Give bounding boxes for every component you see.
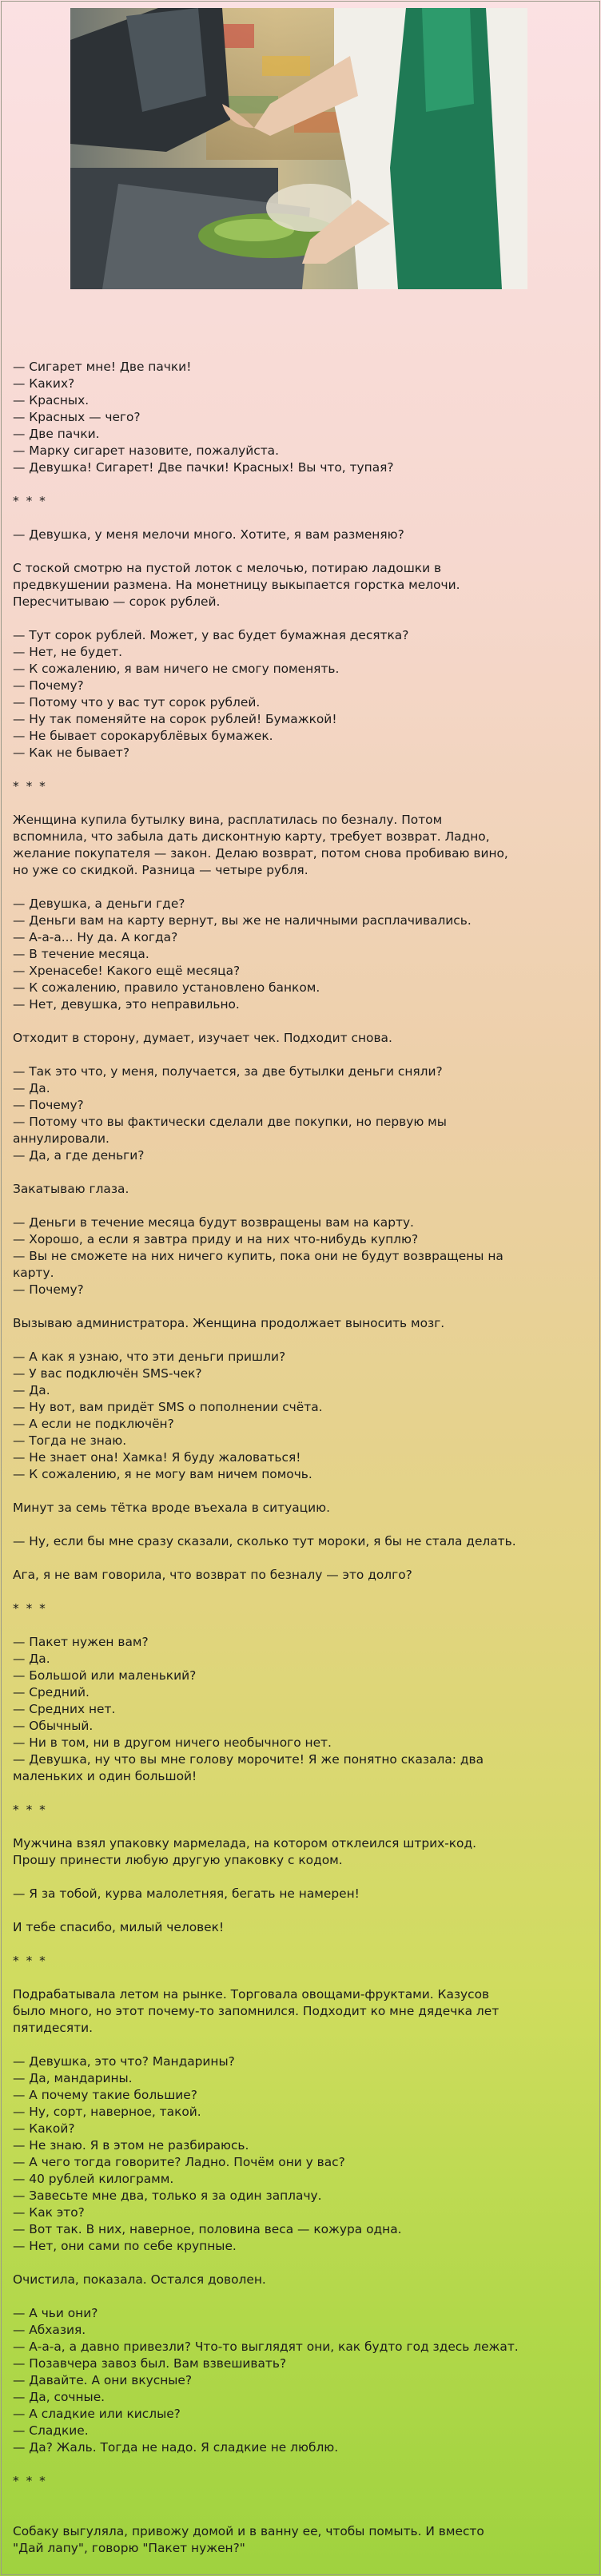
blank-line: [13, 1047, 582, 1063]
text-line: — Ну вот, вам придёт SMS о пополнении счёта.: [13, 1400, 323, 1414]
text-line: Собаку выгуляла, привожу домой и в ванну ее, чтобы помыть. И вместо: [13, 2524, 484, 2538]
blank-line: [13, 2490, 582, 2506]
text-line: — Да, сочные.: [13, 2390, 105, 2404]
blank-line: [13, 2456, 582, 2473]
blank-line: [13, 1785, 582, 1802]
text-line: Пересчитываю — сорок рублей.: [13, 594, 221, 609]
blank-line: [13, 879, 582, 896]
text-line: Подрабатывала летом на рынке. Торговала овощами-фруктами. Казусов: [13, 1987, 490, 2002]
text-line: — Сладкие.: [13, 2423, 89, 2438]
text-line: — Почему?: [13, 1282, 84, 1297]
text-line: — Две пачки.: [13, 427, 100, 441]
blank-line: [13, 1902, 582, 1919]
text-line: — Ну так поменяйте на сорок рублей! Бумажкой!: [13, 712, 337, 726]
text-line: — Да, мандарины.: [13, 2071, 133, 2085]
text-line: — Давайте. А они вкусные?: [13, 2373, 193, 2387]
blank-line: [13, 1970, 582, 1986]
section-separator: * * *: [13, 779, 47, 793]
text-line: — Хренасебе! Какого ещё месяца?: [13, 964, 241, 978]
blank-line: [13, 1164, 582, 1181]
text-line: — В течение месяца.: [13, 947, 149, 961]
blank-line: [13, 1517, 582, 1533]
text-line: — Почему?: [13, 1098, 84, 1112]
text-line: — Завесьте мне два, только я за один заплачу.: [13, 2188, 322, 2203]
text-line: — Да, а где деньги?: [13, 1148, 145, 1163]
text-line: — Средних нет.: [13, 1702, 116, 1716]
text-line: — Пакет нужен вам?: [13, 1635, 149, 1649]
text-line: — Да.: [13, 1081, 50, 1095]
text-line: Ага, я не вам говорила, что возврат по безналу — это долго?: [13, 1568, 412, 1582]
text-line: — Нет, они сами по себе крупные.: [13, 2239, 237, 2253]
blank-line: [13, 795, 582, 812]
text-line: — А чего тогда говорите? Ладно. Почём они у вас?: [13, 2155, 345, 2169]
section-separator: * * *: [13, 494, 47, 508]
text-line: — А почему такие большие?: [13, 2088, 197, 2102]
text-line: — Большой или маленький?: [13, 1668, 197, 1683]
text-line: было много, но этот почему-то запомнился. Подходит ко мне дядечка лет: [13, 2004, 500, 2018]
text-line: — Ну, если бы мне сразу сказали, сколько тут мороки, я бы не стала делать.: [13, 1534, 516, 1548]
blank-line: [13, 2037, 582, 2053]
text-line: — Девушка! Сигарет! Две пачки! Красных! Вы что, тупая?: [13, 460, 394, 475]
text-line: пятидесяти.: [13, 2021, 93, 2035]
text-line: — Девушка, у меня мелочи много. Хотите, я вам разменяю?: [13, 527, 404, 542]
text-line: — Не бывает сорокарублёвых бумажек.: [13, 729, 273, 743]
text-line: маленьких и один большой!: [13, 1769, 197, 1783]
section-separator: * * *: [13, 2474, 47, 2488]
blank-line: [13, 1298, 582, 1315]
text-line: — Потому что вы фактически сделали две покупки, но первую мы: [13, 1115, 447, 1129]
blank-line: [13, 476, 582, 493]
section-separator: * * *: [13, 1803, 47, 1817]
text-line: Мужчина взял упаковку мармелада, на котором отклеился штрих-код.: [13, 1836, 477, 1851]
blank-line: [13, 1013, 582, 1030]
text-line: — Нет, не будет.: [13, 645, 123, 659]
text-line: Минут за семь тётка вроде въехала в ситуацию.: [13, 1501, 330, 1515]
text-line: Женщина купила бутылку вина, расплатилась по безналу. Потом: [13, 813, 443, 827]
text-line: — Какой?: [13, 2121, 75, 2136]
text-line: И тебе спасибо, милый человек!: [13, 1920, 225, 1934]
text-line: — Красных.: [13, 393, 90, 407]
blank-line: [13, 2506, 582, 2523]
text-line: — Почему?: [13, 678, 84, 693]
text-line: — Как это?: [13, 2205, 85, 2220]
text-line: — А-а-а, а давно привезли? Что-то выглядят они, как будто год здесь лежат.: [13, 2339, 519, 2354]
section-separator: * * *: [13, 1954, 47, 1968]
text-line: — Нет, девушка, это неправильно.: [13, 997, 240, 1012]
blank-line: [13, 543, 582, 560]
section-separator: * * *: [13, 1601, 47, 1616]
text-line: аннулировали.: [13, 1131, 109, 1146]
text-line: — Потому что у вас тут сорок рублей.: [13, 695, 261, 710]
text-line: — К сожалению, я не могу вам ничем помочь.: [13, 1467, 312, 1481]
text-line: — Тут сорок рублей. Может, у вас будет бумажная десятка?: [13, 628, 409, 642]
text-line: — К сожалению, я вам ничего не смогу поменять.: [13, 662, 340, 676]
text-line: — Девушка, а деньги где?: [13, 896, 185, 911]
text-line: желание покупателя — закон. Делаю возврат, потом снова пробиваю вино,: [13, 846, 508, 861]
text-line: — Вы не сможете на них ничего купить, пока они не будут возвращены на: [13, 1249, 503, 1263]
text-line: — Деньги вам на карту вернут, вы же не наличными расплачивались.: [13, 913, 472, 928]
blank-line: [13, 1617, 582, 1634]
blank-line: [13, 1550, 582, 1567]
text-line: — Так это что, у меня, получается, за две бутылки деньги сняли?: [13, 1064, 443, 1079]
text-line: — А чьи они?: [13, 2306, 98, 2320]
text-line: — А сладкие или кислые?: [13, 2407, 181, 2421]
text-line: — Хорошо, а если я завтра приду и на них что-нибудь куплю?: [13, 1232, 419, 1246]
text-line: — Ни в том, ни в другом ничего необычного нет.: [13, 1735, 332, 1750]
text-line: — Как не бывает?: [13, 745, 130, 760]
text-line: — Абхазия.: [13, 2323, 86, 2337]
text-line: — Ну, сорт, наверное, такой.: [13, 2105, 201, 2119]
blank-line: [13, 1198, 582, 1214]
text-line: — Тогда не знаю.: [13, 1433, 127, 1448]
text-line: предвкушении размена. На монетницу выкыпается горстка мелочи.: [13, 578, 460, 592]
blank-line: [13, 610, 582, 627]
blank-line: [13, 761, 582, 778]
text-line: — Марку сигарет назовите, пожалуйста.: [13, 443, 279, 458]
text-line: — Девушка, ну что вы мне голову морочите! Я же понятно сказала: два: [13, 1752, 484, 1767]
text-line: — Не знает она! Хамка! Я буду жаловаться!: [13, 1450, 301, 1465]
text-line: Очистила, показала. Остался доволен.: [13, 2272, 266, 2287]
text-line: — Не знаю. Я в этом не разбираюсь.: [13, 2138, 249, 2153]
text-line: Отходит в сторону, думает, изучает чек. Подходит снова.: [13, 1031, 392, 1045]
text-line: "Дай лапу", говорю "Пакет нужен?": [13, 2541, 245, 2555]
text-line: — Позавчера завоз был. Вам взвешивать?: [13, 2356, 287, 2371]
blank-line: [13, 1332, 582, 1349]
text-line: — Деньги в течение месяца будут возвращены вам на карту.: [13, 1215, 414, 1230]
text-line: — У вас подключён SMS-чек?: [13, 1366, 202, 1381]
text-line: — Девушка, это что? Мандарины?: [13, 2054, 235, 2069]
blank-line: [13, 1936, 582, 1953]
text-line: Вызываю администратора. Женщина продолжает выносить мозг.: [13, 1316, 445, 1330]
text-line: — А-а-а... Ну да. А когда?: [13, 930, 178, 944]
text-line: — А как я узнаю, что эти деньги пришли?: [13, 1350, 286, 1364]
text-line: — Да.: [13, 1652, 50, 1666]
text-line: С тоской смотрю на пустой лоток с мелочью, потираю ладошки в: [13, 561, 442, 575]
text-line: — Средний.: [13, 1685, 90, 1699]
text-line: — Я за тобой, курва малолетняя, бегать не намерен!: [13, 1886, 360, 1901]
text-line: — Вот так. В них, наверное, половина веса — кожура одна.: [13, 2222, 402, 2236]
text-line: — 40 рублей килограмм.: [13, 2172, 174, 2186]
text-line: карту.: [13, 1266, 54, 1280]
text-line: — А если не подключён?: [13, 1417, 174, 1431]
cashier-checkout-photo: [70, 8, 527, 289]
blank-line: [13, 1483, 582, 1500]
blank-line: [13, 2255, 582, 2272]
blank-line: [13, 1819, 582, 1835]
story-text: [13, 359, 582, 2557]
text-line: — К сожалению, правило установлено банком.: [13, 980, 320, 995]
text-line: — Да.: [13, 1383, 50, 1397]
blank-line: [13, 2288, 582, 2305]
blank-line: [13, 510, 582, 527]
blank-line: [13, 1584, 582, 1600]
text-line: вспомнила, что забыла дать дисконтную карту, требует возврат. Ладно,: [13, 829, 490, 844]
blank-line: [13, 1869, 582, 1886]
text-line: — Каких?: [13, 376, 75, 391]
text-line: Закатываю глаза.: [13, 1182, 129, 1196]
text-line: — Обычный.: [13, 1719, 94, 1733]
text-line: но уже со скидкой. Разница — четыре рубля.: [13, 863, 308, 877]
text-line: — Красных — чего?: [13, 410, 141, 424]
text-line: — Сигарет мне! Две пачки!: [13, 360, 192, 374]
text-line: Прошу принести любую другую упаковку с кодом.: [13, 1853, 343, 1867]
text-line: — Да? Жаль. Тогда не надо. Я сладкие не люблю.: [13, 2440, 339, 2455]
